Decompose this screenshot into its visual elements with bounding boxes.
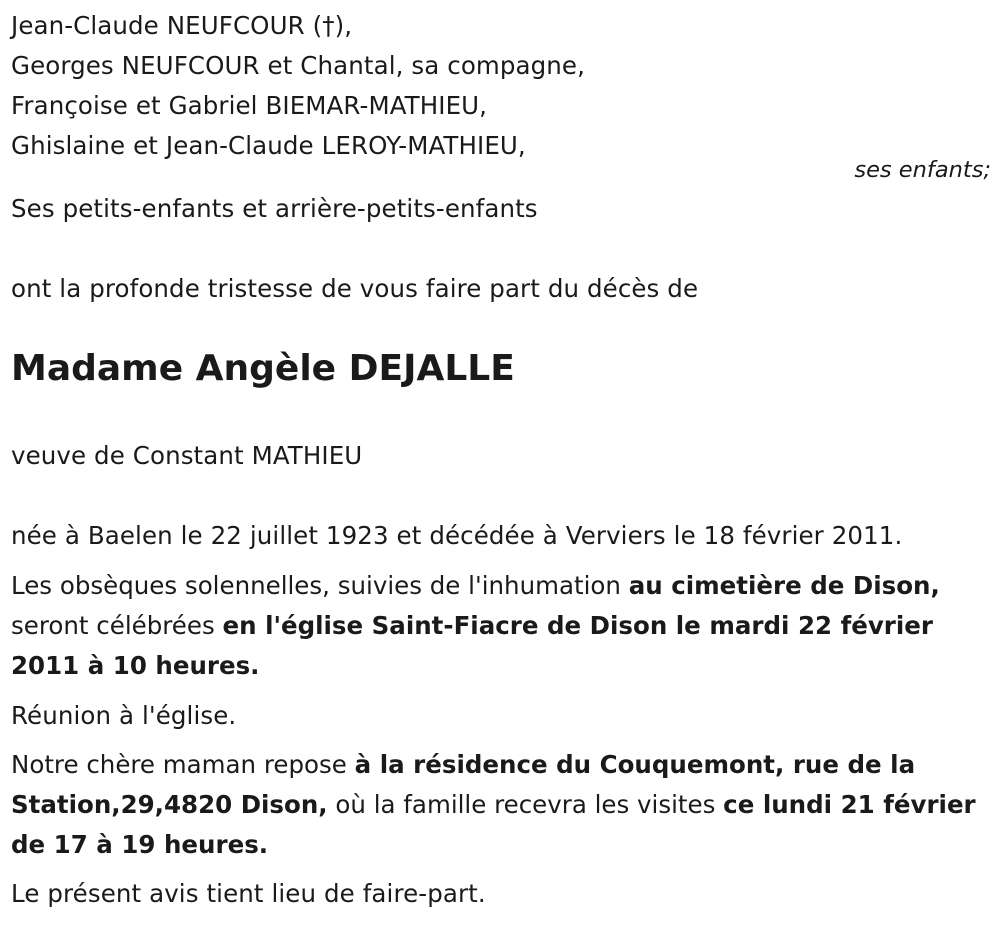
announcement-line: ont la profonde tristesse de vous faire part du décès de — [11, 274, 699, 303]
family-child-2: Georges NEUFCOUR et Chantal, sa compagne, — [11, 51, 585, 80]
funeral-church-date: en l'église Saint-Fiacre de Dison le mardi 22 février 2011 à 10 heures. — [11, 611, 933, 680]
rest-text-2: où la famille recevra les visites — [327, 790, 724, 819]
family-child-1: Jean-Claude NEUFCOUR (†), — [11, 11, 353, 40]
family-child-4: Ghislaine et Jean-Claude LEROY-MATHIEU, — [11, 131, 526, 160]
family-child-3: Françoise et Gabriel BIEMAR-MATHIEU, — [11, 91, 488, 120]
rest-paragraph — [11, 745, 991, 865]
funeral-paragraph — [11, 566, 991, 686]
grandchildren-line: Ses petits-enfants et arrière-petits-enfants — [11, 194, 538, 223]
funeral-text-2: seront célébrées — [11, 611, 223, 640]
funeral-cemetery: au cimetière de Dison, — [628, 571, 940, 600]
deceased-name: Madame Angèle DEJALLE — [11, 348, 515, 389]
reunion-line: Réunion à l'église. — [11, 701, 237, 730]
funeral-text-1: Les obsèques solennelles, suivies de l'inhumation — [11, 571, 629, 600]
notice-line: Le présent avis tient lieu de faire-part. — [11, 879, 486, 908]
rest-text-1: Notre chère maman repose — [11, 750, 355, 779]
rest-visit-time: ce lundi 21 février de 17 à 19 heures. — [11, 790, 976, 859]
rest-residence: à la résidence du Couquemont, rue de la Station,29,4820 Dison, — [11, 750, 916, 819]
children-label: ses enfants; — [854, 157, 991, 183]
widow-of-line: veuve de Constant MATHIEU — [11, 441, 363, 470]
birth-death-line: née à Baelen le 22 juillet 1923 et décédée à Verviers le 18 février 2011. — [11, 521, 903, 550]
